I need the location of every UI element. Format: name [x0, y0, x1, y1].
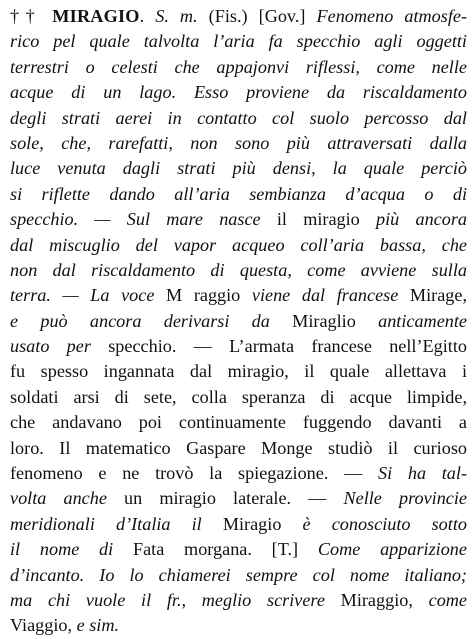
entry-line	[10, 156, 467, 181]
entry-text: .	[139, 6, 156, 26]
entry-line	[10, 283, 467, 308]
entry-text: soldati arsi di sete, colla speranza di acque limpide,	[10, 386, 467, 407]
entry-text: è conosciuto sotto	[302, 513, 467, 534]
entry-line	[10, 131, 467, 156]
entry-text: loro. Il matematico Gaspare Monge studiò il curioso	[10, 437, 467, 458]
entry-text: si riflette dando all’aria sembianza d’acqua o di	[10, 183, 467, 204]
entry-line	[10, 233, 467, 258]
headword: MIRAGIO	[52, 6, 140, 26]
entry-text: un miragio laterale. —	[106, 488, 344, 509]
entry-line	[10, 537, 467, 562]
entry-line	[10, 436, 467, 461]
entry-text: Miragio	[201, 513, 303, 534]
entry-text: volta anche	[10, 488, 107, 509]
entry-line	[10, 461, 467, 486]
entry-text: ma chi vuole il fr., meglio scrivere	[10, 589, 325, 610]
entry-line	[10, 486, 467, 511]
entry-line	[10, 563, 467, 588]
entry-text: dal miscuglio del vapor acqueo coll’aria bassa, che	[10, 234, 467, 255]
entry-text: ††	[10, 6, 53, 26]
entry-text: fenomeno e ne trovò la spiegazione. —	[10, 463, 378, 484]
entry-text: Miraggio,	[324, 589, 429, 610]
entry-line	[10, 258, 467, 283]
entry-text: non dal riscaldamento di questa, come avviene sulla	[10, 259, 467, 280]
entry-text: Miraglio	[269, 310, 379, 331]
dictionary-entry	[10, 4, 467, 639]
entry-text: Viaggio,	[10, 615, 77, 636]
entry-text: S. m.	[155, 6, 198, 26]
entry-text: e può ancora derivarsi da	[10, 310, 270, 331]
entry-text: fu spesso ingannata dal miragio, il quale allettava i	[10, 361, 467, 382]
entry-text: terrestri o celesti che appajonvi riflessi, come nelle	[10, 56, 467, 77]
entry-line	[10, 359, 467, 384]
entry-text: specchio. — L’armata francese nell’Egitto	[90, 336, 467, 357]
entry-line	[10, 385, 467, 410]
entry-text: acque di un lago. Esso proviene da riscaldamento	[10, 82, 467, 103]
entry-line	[10, 4, 467, 29]
entry-line	[10, 410, 467, 435]
entry-text: (Fis.) [Gov.]	[197, 6, 317, 26]
entry-text: Si ha tal-	[378, 463, 468, 484]
entry-text: M raggio	[154, 285, 252, 306]
entry-text: d’incanto. Io lo chiamerei sempre col nome italiano;	[10, 564, 467, 585]
entry-text: degli strati aerei in contatto col suolo percosso dal	[10, 107, 467, 128]
entry-text: il miragio	[260, 209, 376, 230]
entry-text: e sim.	[76, 615, 120, 636]
entry-line	[10, 334, 467, 359]
entry-text: terra. — La voce	[10, 285, 155, 306]
entry-text: luce venuta dagli strati più densi, la quale perciò	[10, 158, 467, 179]
entry-text: Nelle provincie	[343, 488, 468, 509]
entry-text: più ancora	[376, 209, 467, 230]
entry-text: Fenomeno atmosfe-	[316, 6, 467, 26]
entry-line	[10, 182, 467, 207]
entry-text: viene dal francese	[251, 285, 399, 306]
entry-line	[10, 207, 467, 232]
entry-text: usato per	[10, 336, 91, 357]
entry-line	[10, 588, 467, 613]
entry-text: come	[428, 589, 467, 610]
entry-text: rico pel quale talvolta l’aria fa specchio agli oggetti	[10, 31, 467, 52]
entry-line	[10, 106, 467, 131]
entry-text: specchio. — Sul mare nasce	[10, 209, 261, 230]
entry-text: sole, che, rarefatti, non sono più attraversati dalla	[10, 132, 467, 153]
entry-text: anticamente	[378, 310, 467, 331]
entry-text: che andavano poi continuamente fuggendo davanti a	[10, 412, 467, 433]
entry-line	[10, 80, 467, 105]
entry-text: Fata morgana. [T.]	[113, 539, 318, 560]
entry-line	[10, 29, 467, 54]
entry-line	[10, 613, 467, 638]
entry-text: Come apparizione	[317, 539, 467, 560]
entry-text: il nome di	[10, 539, 114, 560]
entry-line	[10, 309, 467, 334]
entry-text: Mirage,	[398, 285, 467, 306]
entry-line	[10, 55, 467, 80]
entry-text: meridionali d’Italia il	[10, 513, 202, 534]
entry-line	[10, 512, 467, 537]
